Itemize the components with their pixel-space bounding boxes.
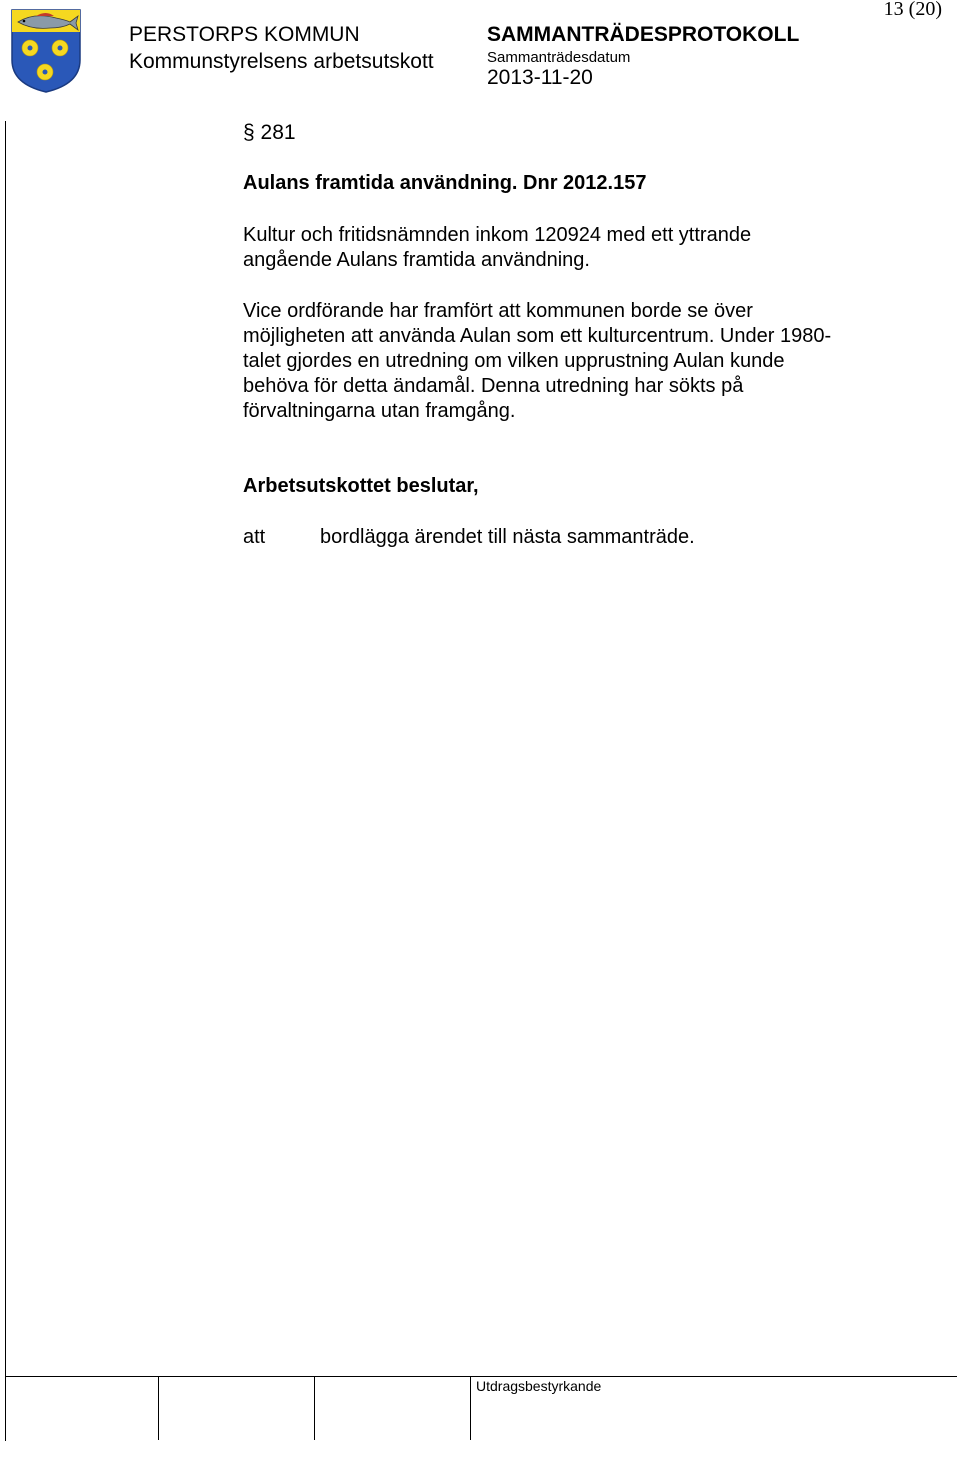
paragraph-background	[243, 299, 903, 424]
paragraph-line: förvaltningarna utan framgång.	[243, 400, 516, 422]
page-number: 13 (20)	[883, 0, 942, 20]
meeting-date-label: Sammanträdesdatum	[487, 49, 631, 66]
footer-cell-divider-1	[158, 1376, 159, 1440]
paragraph-line: behöva för detta ändamål. Denna utredning har sökts på	[243, 375, 744, 397]
certification-label: Utdragsbestyrkande	[476, 1378, 602, 1394]
item-heading: Aulans framtida användning. Dnr 2012.157	[243, 172, 647, 194]
coat-of-arms-icon	[10, 8, 82, 94]
footer-cell-divider-2	[314, 1376, 315, 1440]
paragraph-line: möjligheten att använda Aulan som ett kulturcentrum. Under 1980-	[243, 325, 832, 347]
meeting-date: 2013-11-20	[487, 66, 593, 89]
decision-heading: Arbetsutskottet beslutar,	[243, 475, 479, 497]
decision-att-keyword: att	[243, 526, 266, 548]
left-margin-line	[5, 121, 6, 1441]
paragraph-incoming-statement	[243, 223, 903, 273]
document-type: SAMMANTRÄDESPROTOKOLL	[487, 23, 800, 46]
paragraph-line: Vice ordförande har framfört att kommunen borde se över	[243, 300, 753, 322]
municipality-name: PERSTORPS KOMMUN	[129, 23, 360, 46]
paragraph-line: angående Aulans framtida användning.	[243, 249, 590, 271]
decision-text: bordlägga ärendet till nästa sammanträde.	[320, 526, 695, 548]
paragraph-line: Kultur och fritidsnämnden inkom 120924 med ett yttrande	[243, 224, 752, 246]
footer-cell-divider-3	[470, 1376, 471, 1440]
section-number: § 281	[243, 121, 296, 144]
footer-divider	[5, 1376, 957, 1377]
paragraph-line: talet gjordes en utredning om vilken upprustning Aulan kunde	[243, 350, 785, 372]
committee-name: Kommunstyrelsens arbetsutskott	[129, 50, 434, 73]
